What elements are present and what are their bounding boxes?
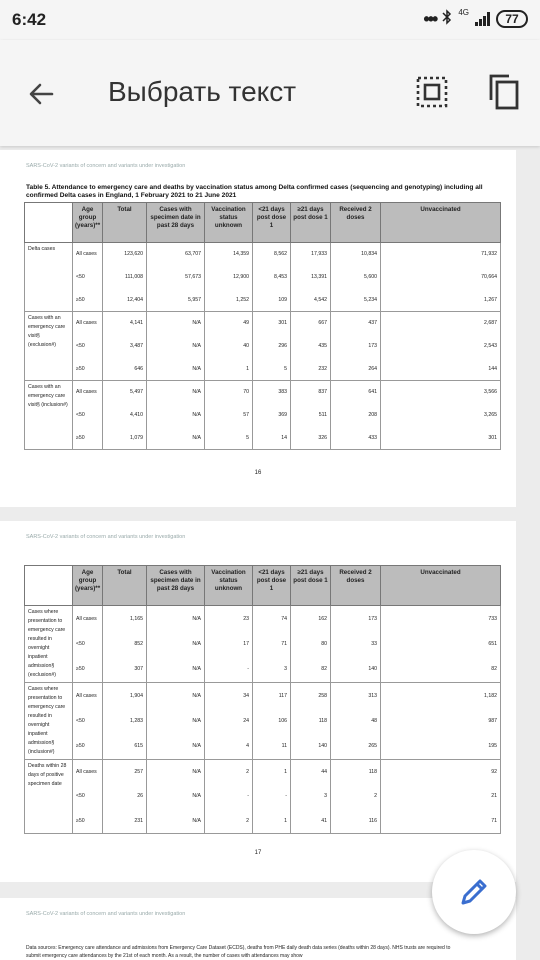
value-cell: 2,543 <box>381 335 501 358</box>
table-row <box>25 381 501 404</box>
value-cell: - <box>253 784 291 809</box>
value-cell: N/A <box>147 358 205 381</box>
value-cell: 296 <box>253 335 291 358</box>
age-group-cell: <50 <box>73 404 103 427</box>
table-row <box>25 708 501 734</box>
group-label: Cases with an emergency care visit§ (inclusion#) <box>25 381 73 450</box>
value-cell: N/A <box>147 381 205 404</box>
table-row <box>25 606 501 632</box>
battery-icon: 77 <box>496 10 528 28</box>
value-cell: 4,542 <box>291 289 331 312</box>
column-header: Cases with specimen date in past 28 days <box>147 203 205 243</box>
value-cell: 26 <box>103 784 147 809</box>
column-header: Unvaccinated <box>381 203 501 243</box>
table-row <box>25 289 501 312</box>
value-cell: 106 <box>253 708 291 734</box>
table-row <box>25 427 501 450</box>
age-group-cell: All cases <box>73 312 103 335</box>
value-cell: 117 <box>253 683 291 709</box>
value-cell: N/A <box>147 657 205 683</box>
value-cell: 2,687 <box>381 312 501 335</box>
column-header: Vaccination status unknown <box>205 566 253 606</box>
column-header <box>25 566 73 606</box>
value-cell: 1,165 <box>103 606 147 632</box>
age-group-cell: All cases <box>73 381 103 404</box>
page-number: 17 <box>254 850 262 856</box>
age-group-cell: <50 <box>73 784 103 809</box>
value-cell: 24 <box>205 708 253 734</box>
value-cell: 11 <box>253 734 291 760</box>
value-cell: 5 <box>205 427 253 450</box>
signal-icon <box>475 12 490 26</box>
value-cell: 140 <box>291 734 331 760</box>
value-cell: N/A <box>147 708 205 734</box>
back-button[interactable] <box>22 74 62 114</box>
value-cell: 4,410 <box>103 404 147 427</box>
copy-icon <box>485 72 521 112</box>
value-cell: 326 <box>291 427 331 450</box>
value-cell: 111,008 <box>103 266 147 289</box>
value-cell: 208 <box>331 404 381 427</box>
group-label: Delta cases <box>25 243 73 312</box>
table-row <box>25 809 501 834</box>
value-cell: 3,265 <box>381 404 501 427</box>
value-cell: 2 <box>205 809 253 834</box>
value-cell: 70 <box>205 381 253 404</box>
status-icons <box>423 8 528 30</box>
value-cell: 4 <box>205 734 253 760</box>
value-cell: 71,932 <box>381 243 501 266</box>
value-cell: 641 <box>331 381 381 404</box>
value-cell: 437 <box>331 312 381 335</box>
age-group-cell: All cases <box>73 683 103 709</box>
value-cell: 1 <box>205 358 253 381</box>
table-row <box>25 243 501 266</box>
value-cell: 17,933 <box>291 243 331 266</box>
value-cell: 34 <box>205 683 253 709</box>
value-cell: 264 <box>331 358 381 381</box>
value-cell: 383 <box>253 381 291 404</box>
value-cell: 21 <box>381 784 501 809</box>
value-cell: 3 <box>253 657 291 683</box>
value-cell: 301 <box>381 427 501 450</box>
data-table <box>24 565 501 834</box>
column-header: Vaccination status unknown <box>205 203 253 243</box>
document-page-17 <box>0 521 516 882</box>
value-cell: 82 <box>381 657 501 683</box>
value-cell: 1,283 <box>103 708 147 734</box>
document-page-16 <box>0 150 516 507</box>
column-header <box>25 203 73 243</box>
pencil-icon <box>457 875 491 909</box>
value-cell: 1,904 <box>103 683 147 709</box>
age-group-cell: <50 <box>73 335 103 358</box>
value-cell: 1,267 <box>381 289 501 312</box>
age-group-cell: ≥50 <box>73 289 103 312</box>
value-cell: 82 <box>291 657 331 683</box>
value-cell: 615 <box>103 734 147 760</box>
column-header: <21 days post dose 1 <box>253 566 291 606</box>
value-cell: 511 <box>291 404 331 427</box>
value-cell: 33 <box>331 631 381 657</box>
value-cell: 57 <box>205 404 253 427</box>
value-cell: 71 <box>253 631 291 657</box>
value-cell: 3,566 <box>381 381 501 404</box>
value-cell: 1,182 <box>381 683 501 709</box>
age-group-cell: <50 <box>73 631 103 657</box>
value-cell: N/A <box>147 312 205 335</box>
value-cell: N/A <box>147 335 205 358</box>
app-bar <box>0 40 540 146</box>
value-cell: 14,359 <box>205 243 253 266</box>
value-cell: 313 <box>331 683 381 709</box>
select-all-button[interactable] <box>414 74 450 110</box>
value-cell: 987 <box>381 708 501 734</box>
value-cell: 63,707 <box>147 243 205 266</box>
column-header: Age group (years)** <box>73 203 103 243</box>
table-caption: Table 5. Attendance to emergency care and deaths by vaccination status among Delta confirmed cases (sequencing and genotyping) including all confirmed Delta cases in England, 1 February 2021 to 21 June 2021 <box>26 184 483 199</box>
value-cell: 837 <box>291 381 331 404</box>
value-cell: 41 <box>291 809 331 834</box>
data-sources-text: Data sources: Emergency care attendance and admissions from Emergency Care Dataset (ECDS), deaths from PHE daily death data series (deaths within 28 days). NHS trusts are required to submit emergency care attendances by the 21st of each month. As a result, the number of cases with attendances may show <box>26 945 451 959</box>
arrow-left-icon <box>22 74 62 114</box>
column-header: ≥21 days post dose 1 <box>291 566 331 606</box>
value-cell: 5,957 <box>147 289 205 312</box>
column-header: Received 2 doses <box>331 203 381 243</box>
value-cell: 667 <box>291 312 331 335</box>
table-row <box>25 312 501 335</box>
value-cell: 433 <box>331 427 381 450</box>
page-header: SARS-CoV-2 variants of concern and variants under investigation <box>26 534 186 540</box>
value-cell: 13,391 <box>291 266 331 289</box>
table-row <box>25 266 501 289</box>
value-cell: 70,664 <box>381 266 501 289</box>
network-type: 4G <box>458 8 469 17</box>
value-cell: 71 <box>381 809 501 834</box>
column-header: Unvaccinated <box>381 566 501 606</box>
column-header: Total <box>103 203 147 243</box>
value-cell: 12,404 <box>103 289 147 312</box>
page-number: 16 <box>254 470 262 476</box>
table-row <box>25 784 501 809</box>
value-cell: 140 <box>331 657 381 683</box>
table-row <box>25 683 501 709</box>
value-cell: 14 <box>253 427 291 450</box>
table-row <box>25 760 501 785</box>
age-group-cell: All cases <box>73 606 103 632</box>
bluetooth-icon <box>442 9 452 29</box>
value-cell: 232 <box>291 358 331 381</box>
value-cell: 435 <box>291 335 331 358</box>
group-label: Deaths within 28 days of positive specimen date <box>25 760 73 834</box>
value-cell: - <box>205 784 253 809</box>
age-group-cell: ≥50 <box>73 427 103 450</box>
age-group-cell: All cases <box>73 760 103 785</box>
value-cell: 17 <box>205 631 253 657</box>
value-cell: N/A <box>147 734 205 760</box>
value-cell: 646 <box>103 358 147 381</box>
value-cell: 12,900 <box>205 266 253 289</box>
value-cell: 2 <box>205 760 253 785</box>
value-cell: 8,453 <box>253 266 291 289</box>
column-header: ≥21 days post dose 1 <box>291 203 331 243</box>
value-cell: 257 <box>103 760 147 785</box>
value-cell: 4,141 <box>103 312 147 335</box>
copy-button[interactable] <box>485 72 521 112</box>
value-cell: 5,497 <box>103 381 147 404</box>
value-cell: 307 <box>103 657 147 683</box>
value-cell: N/A <box>147 809 205 834</box>
value-cell: 195 <box>381 734 501 760</box>
table-row <box>25 358 501 381</box>
value-cell: 852 <box>103 631 147 657</box>
more-notifications-icon: ••• <box>423 8 437 29</box>
value-cell: N/A <box>147 404 205 427</box>
edit-button[interactable] <box>432 850 516 934</box>
table-header-row <box>25 203 501 243</box>
value-cell: 733 <box>381 606 501 632</box>
status-time: 6:42 <box>12 10 47 29</box>
value-cell: 231 <box>103 809 147 834</box>
status-bar <box>0 0 540 40</box>
value-cell: 1 <box>253 809 291 834</box>
value-cell: 48 <box>331 708 381 734</box>
column-header: Cases with specimen date in past 28 days <box>147 566 205 606</box>
value-cell: 369 <box>253 404 291 427</box>
value-cell: 5,600 <box>331 266 381 289</box>
value-cell: 8,562 <box>253 243 291 266</box>
value-cell: N/A <box>147 631 205 657</box>
table-row <box>25 734 501 760</box>
value-cell: 5 <box>253 358 291 381</box>
select-all-icon <box>414 74 450 110</box>
value-cell: 118 <box>331 760 381 785</box>
value-cell: N/A <box>147 606 205 632</box>
value-cell: 80 <box>291 631 331 657</box>
value-cell: N/A <box>147 760 205 785</box>
value-cell: 116 <box>331 809 381 834</box>
value-cell: 173 <box>331 335 381 358</box>
value-cell: 57,673 <box>147 266 205 289</box>
value-cell: 1,252 <box>205 289 253 312</box>
value-cell: 49 <box>205 312 253 335</box>
table-row <box>25 404 501 427</box>
value-cell: 74 <box>253 606 291 632</box>
value-cell: 109 <box>253 289 291 312</box>
age-group-cell: <50 <box>73 708 103 734</box>
group-label: Cases where presentation to emergency care resulted in overnight inpatient admission§ (exclusion#) <box>25 606 73 683</box>
value-cell: 2 <box>331 784 381 809</box>
value-cell: 1 <box>253 760 291 785</box>
value-cell: 23 <box>205 606 253 632</box>
table-row <box>25 335 501 358</box>
page-header: SARS-CoV-2 variants of concern and variants under investigation <box>26 911 186 917</box>
group-label: Cases with an emergency care visit§ (exclusion#) <box>25 312 73 381</box>
value-cell: 173 <box>331 606 381 632</box>
page-title: Выбрать текст <box>108 76 297 107</box>
column-header: Age group (years)** <box>73 566 103 606</box>
value-cell: 92 <box>381 760 501 785</box>
age-group-cell: ≥50 <box>73 657 103 683</box>
value-cell: 3 <box>291 784 331 809</box>
value-cell: 10,834 <box>331 243 381 266</box>
value-cell: 3,487 <box>103 335 147 358</box>
column-header: Received 2 doses <box>331 566 381 606</box>
column-header: <21 days post dose 1 <box>253 203 291 243</box>
value-cell: 40 <box>205 335 253 358</box>
data-table <box>24 202 501 450</box>
value-cell: 123,620 <box>103 243 147 266</box>
value-cell: 301 <box>253 312 291 335</box>
value-cell: 5,234 <box>331 289 381 312</box>
age-group-cell: ≥50 <box>73 809 103 834</box>
age-group-cell: ≥50 <box>73 734 103 760</box>
value-cell: 44 <box>291 760 331 785</box>
value-cell: 162 <box>291 606 331 632</box>
table-row <box>25 657 501 683</box>
age-group-cell: ≥50 <box>73 358 103 381</box>
table-header-row <box>25 566 501 606</box>
value-cell: 118 <box>291 708 331 734</box>
value-cell: 265 <box>331 734 381 760</box>
group-label: Cases where presentation to emergency care resulted in overnight inpatient admission§ (inclusion#) <box>25 683 73 760</box>
page-header: SARS-CoV-2 variants of concern and variants under investigation <box>26 163 186 169</box>
value-cell: N/A <box>147 784 205 809</box>
value-cell: N/A <box>147 427 205 450</box>
value-cell: - <box>205 657 253 683</box>
age-group-cell: All cases <box>73 243 103 266</box>
age-group-cell: <50 <box>73 266 103 289</box>
value-cell: 651 <box>381 631 501 657</box>
value-cell: 144 <box>381 358 501 381</box>
value-cell: N/A <box>147 683 205 709</box>
value-cell: 258 <box>291 683 331 709</box>
column-header: Total <box>103 566 147 606</box>
value-cell: 1,079 <box>103 427 147 450</box>
table-row <box>25 631 501 657</box>
